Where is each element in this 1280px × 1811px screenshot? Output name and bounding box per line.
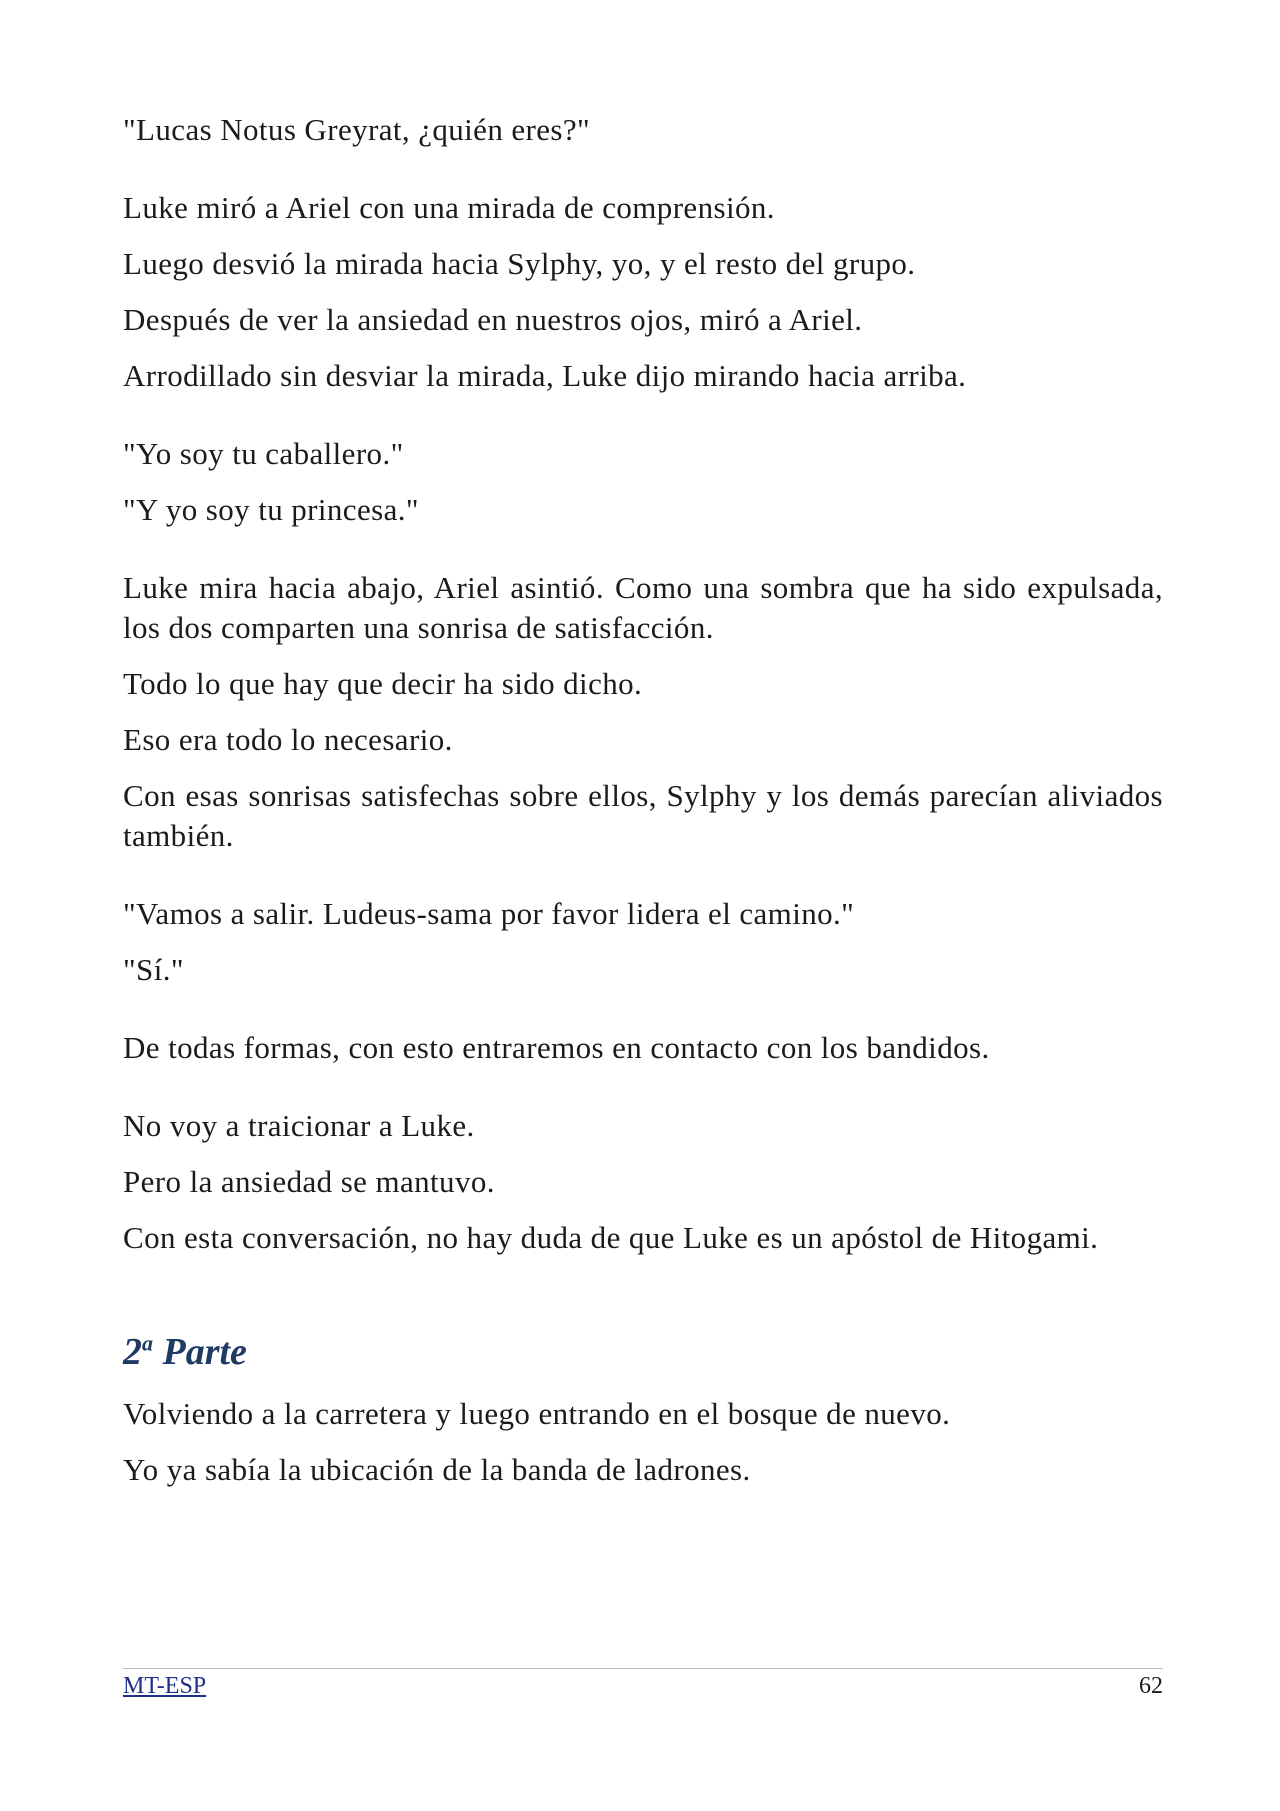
section-ordinal: a: [142, 1330, 153, 1356]
text-body: [123, 110, 1163, 1258]
page-footer: [123, 1668, 1163, 1700]
paragraph: Después de ver la ansiedad en nuestros ojos, miró a Ariel.: [123, 302, 863, 337]
paragraph: "Y yo soy tu princesa.": [123, 492, 419, 527]
paragraph: Todo lo que hay que decir ha sido dicho.: [123, 666, 643, 701]
paragraph: "Lucas Notus Greyrat, ¿quién eres?": [123, 112, 591, 147]
page-number: 62: [1139, 1673, 1163, 1699]
section-body: [123, 1394, 1163, 1490]
paragraph: Con esta conversación, no hay duda de que Luke es un apóstol de Hitogami.: [123, 1220, 1099, 1255]
paragraph: Eso era todo lo necesario.: [123, 722, 453, 757]
paragraph: Luke mira hacia abajo, Ariel asintió. Como una sombra que ha sido expulsada, los dos comparten una sonrisa de satisfacción.: [123, 570, 1163, 645]
paragraph: Pero la ansiedad se mantuvo.: [123, 1164, 495, 1199]
paragraph: Con esas sonrisas satisfechas sobre ellos, Sylphy y los demás parecían aliviados también.: [123, 778, 1163, 853]
section-title: Parte: [162, 1331, 247, 1373]
footer-link[interactable]: MT-ESP: [123, 1673, 207, 1699]
paragraph: "Vamos a salir. Ludeus-sama por favor lidera el camino.": [123, 896, 855, 931]
document-page: [123, 110, 1163, 1506]
paragraph: Luego desvió la mirada hacia Sylphy, yo, y el resto del grupo.: [123, 246, 916, 281]
paragraph: Volviendo a la carretera y luego entrando en el bosque de nuevo.: [123, 1396, 951, 1431]
section-number: 2: [123, 1331, 142, 1373]
paragraph: "Sí.": [123, 952, 184, 987]
paragraph: De todas formas, con esto entraremos en contacto con los bandidos.: [123, 1030, 990, 1065]
section-heading: [123, 1328, 1163, 1376]
paragraph: No voy a traicionar a Luke.: [123, 1108, 475, 1143]
paragraph: "Yo soy tu caballero.": [123, 436, 404, 471]
paragraph: Luke miró a Ariel con una mirada de comprensión.: [123, 190, 775, 225]
paragraph: Yo ya sabía la ubicación de la banda de ladrones.: [123, 1452, 751, 1487]
paragraph: Arrodillado sin desviar la mirada, Luke dijo mirando hacia arriba.: [123, 358, 967, 393]
